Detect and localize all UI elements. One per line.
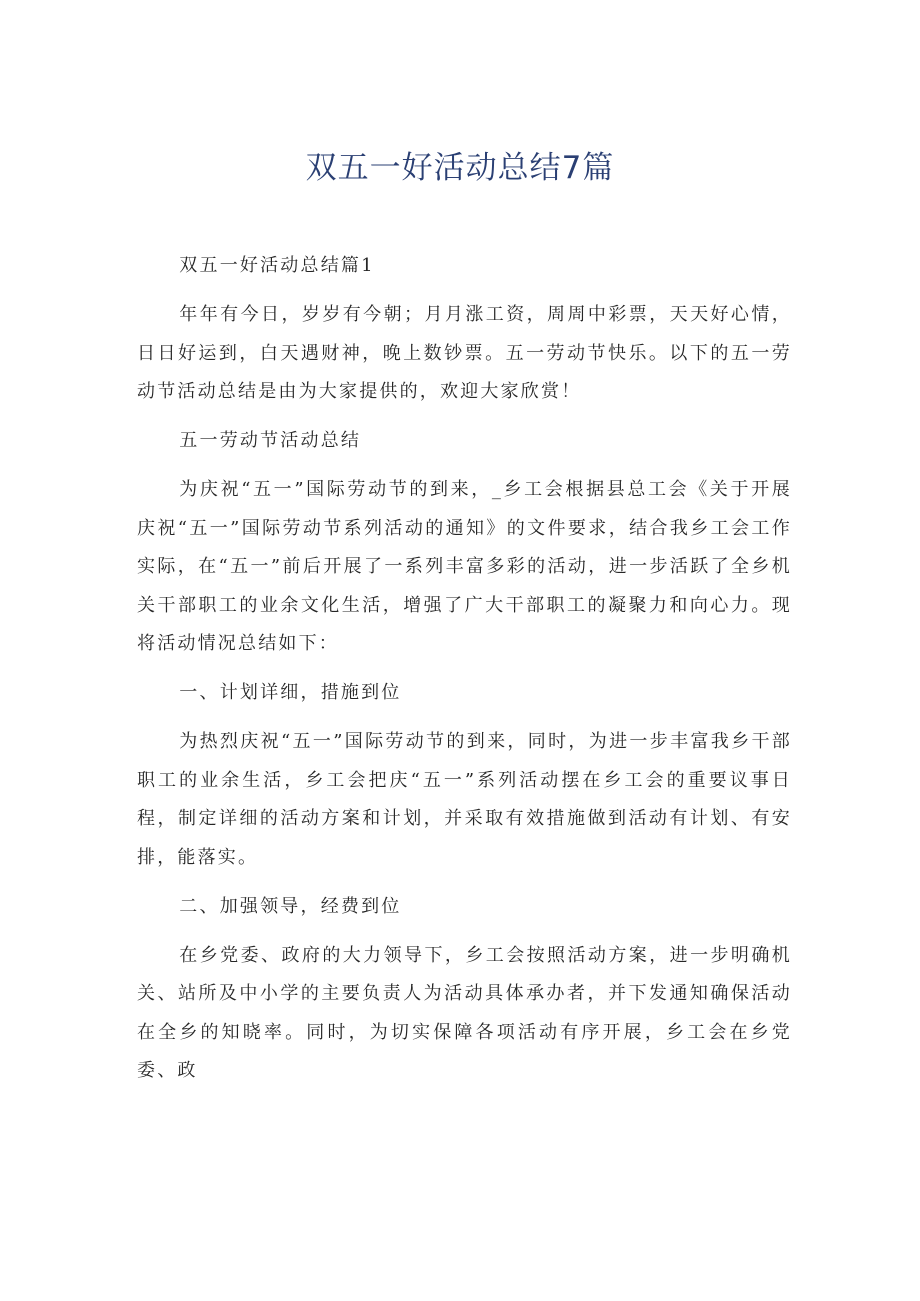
body-paragraph: 年年有今日，岁岁有今朝；月月涨工资，周周中彩票，天天好心情，日日好运到，白天遇财神，晚上数钞票。五一劳动节快乐。以下的五一劳动节活动总结是由为大家提供的，欢迎大家欣赏！ — [137, 304, 792, 402]
document-body — [137, 247, 792, 1101]
body-paragraph: 在乡党委、政府的大力领导下，乡工会按照活动方案，进一步明确机关、站所及中小学的主要负责人为活动具体承办者，并下发通知确保活动在全乡的知晓率。同时，为切实保障各项活动有序开展，乡工会在乡党委、政 — [137, 944, 792, 1081]
section-heading: 五一劳动节活动总结 — [179, 430, 362, 451]
document-title: 双五一好活动总结7篇 — [305, 150, 615, 186]
section-heading: 一、计划详细，措施到位 — [179, 682, 402, 703]
section-heading: 二、加强领导，经费到位 — [179, 895, 402, 917]
section-heading: 双五一好活动总结篇1 — [179, 255, 375, 276]
body-paragraph: 为庆祝“五一”国际劳动节的到来，_乡工会根据县总工会《关于开展庆祝“五一”国际劳动节系列活动的通知》的文件要求，结合我乡工会工作实际，在“五一”前后开展了一系列丰富多彩的活动，进一步活跃了全乡机关干部职工的业余文化生活，增强了广大干部职工的凝聚力和向心力。现将活动情况总结如下： — [137, 479, 792, 654]
body-paragraph: 为热烈庆祝“五一”国际劳动节的到来，同时，为进一步丰富我乡干部职工的业余生活，乡工会把庆“五一”系列活动摆在乡工会的重要议事日程，制定详细的活动方案和计划，并采取有效措施做到活动有计划、有安排，能落实。 — [137, 731, 792, 868]
